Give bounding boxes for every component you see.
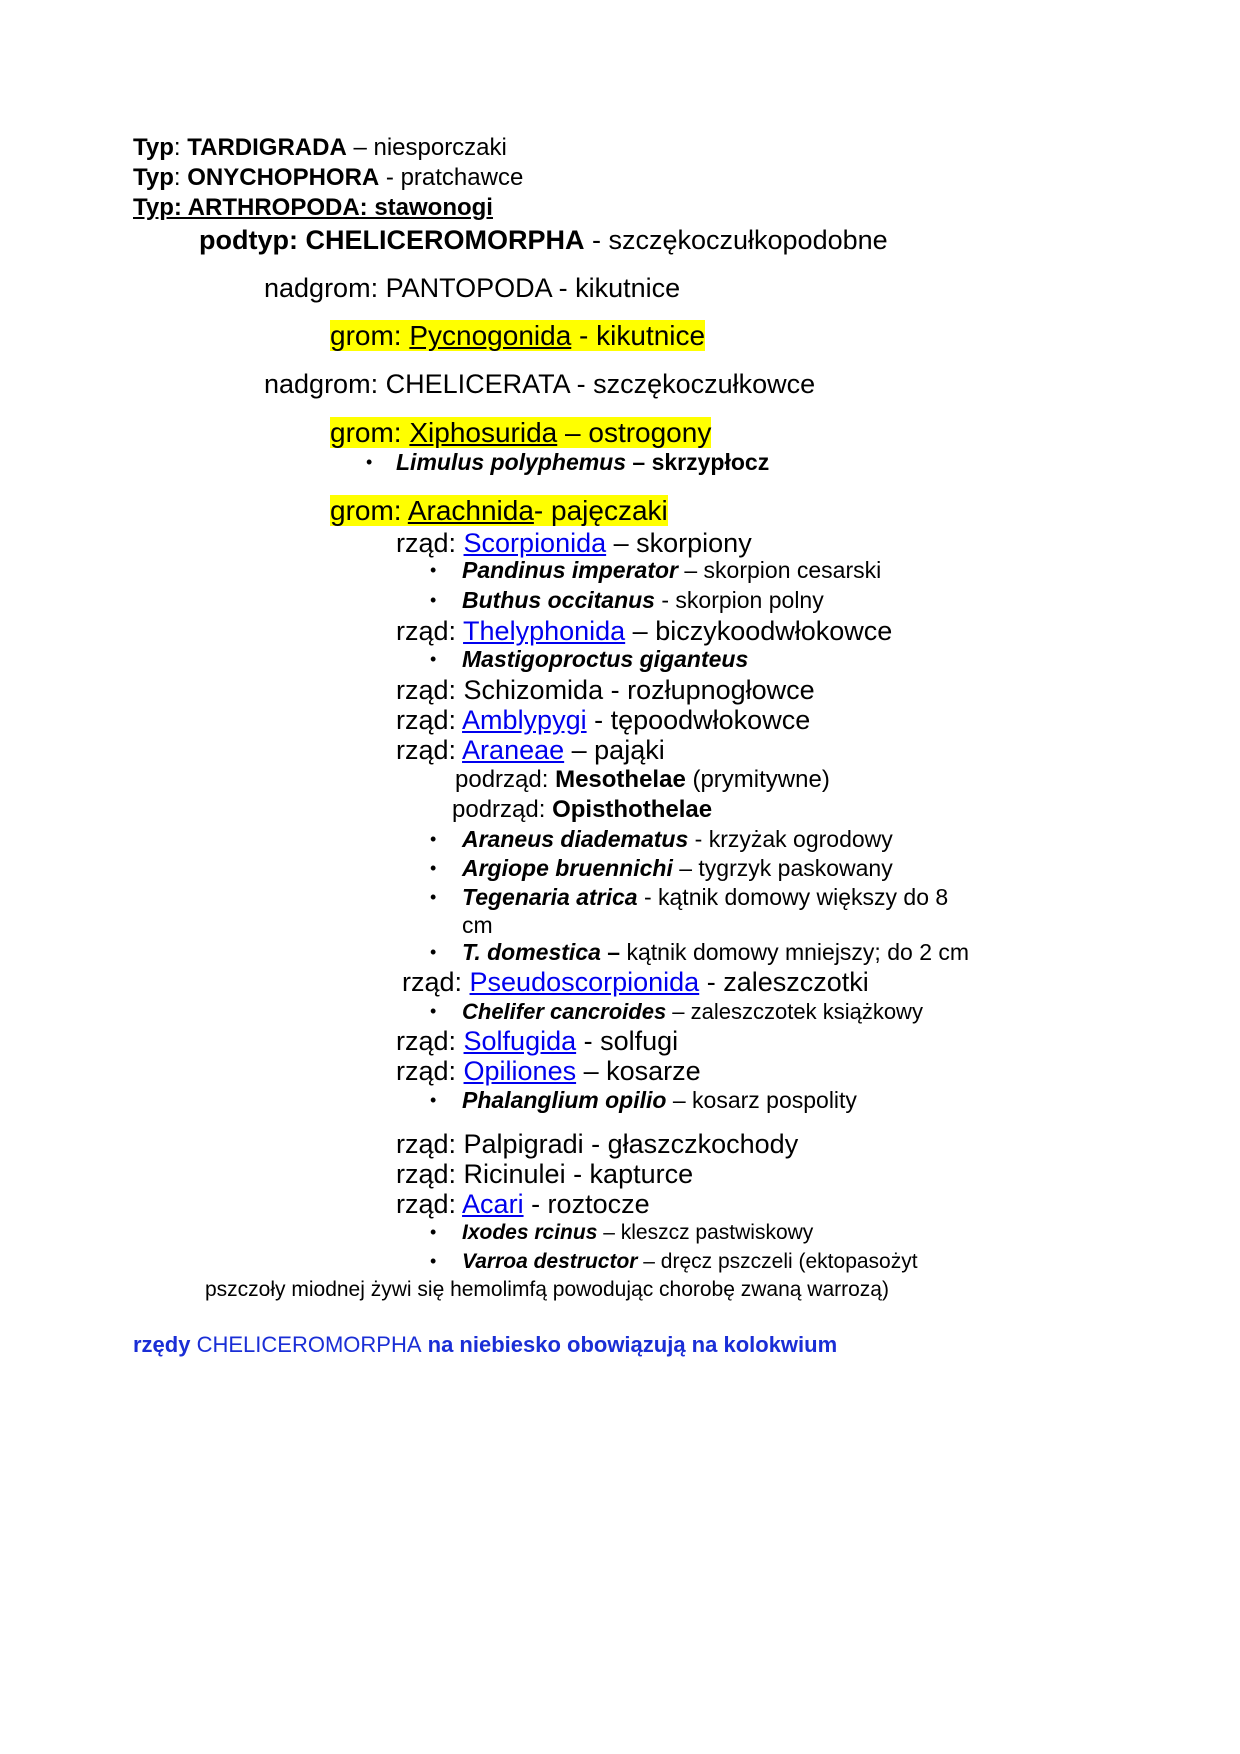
common-name: – tygrzyk paskowany (672, 855, 893, 881)
common-name: – ostrogony (557, 417, 712, 448)
bullet-icon: • (430, 942, 437, 962)
species-ixodes-line (462, 1221, 813, 1245)
typ-onychophora-line: Typ: ONYCHOPHORA - pratchawce (133, 164, 524, 191)
rzad-scorpionida-line (396, 528, 752, 559)
common-name: - kątnik domowy większy do 8 (637, 884, 949, 910)
species-limulus-line (396, 449, 769, 475)
species-name: Araneus diadematus (462, 826, 689, 852)
rzad-label: rząd: (396, 1189, 463, 1219)
species-name: Chelifer cancroides (462, 999, 667, 1024)
podrzad-mesothelae-line (455, 766, 830, 794)
note-taxon: CHELICEROMORPHA (196, 1332, 422, 1357)
grom-label: grom: (330, 417, 410, 448)
podtyp-label: podtyp: CHELICEROMORPHA (199, 225, 585, 255)
rzad-label: rząd: (396, 1026, 464, 1056)
podrzad-label: podrząd: (452, 796, 553, 823)
common-name: – zaleszczotek książkowy (666, 999, 923, 1024)
species-mastigoproctus-line (462, 646, 748, 672)
typ-label: Typ (133, 164, 174, 191)
common-name: – niesporczaki (346, 134, 507, 161)
typ-tardigrada-line: Typ: TARDIGRADA – niesporczaki (133, 134, 507, 161)
bullet-icon: • (430, 590, 437, 610)
typ-arthropoda-line: Typ: ARTHROPODA: stawonogi (133, 194, 493, 221)
rzad-label: rząd: (396, 616, 464, 646)
note-start: rzędy (133, 1332, 197, 1357)
rzad-schizomida-line: rząd: Schizomida - rozłupnogłowce (396, 675, 815, 705)
common-name: - szczękoczułkopodobne (584, 225, 888, 255)
taxon-name: Mesothelae (555, 766, 686, 793)
species-phalangium-line (462, 1087, 857, 1113)
solfugida-link[interactable]: Solfugida (463, 1026, 577, 1056)
footer-note (133, 1332, 837, 1357)
species-varroa-cont: pszczoły miodnej żywi się hemolimfą powodując chorobę zwaną warrozą) (205, 1278, 889, 1301)
rzad-ricinulei-line: rząd: Ricinulei - kapturce (396, 1159, 694, 1189)
rzad-amblypygi-line (396, 705, 810, 736)
typ-label: Typ (133, 134, 174, 161)
species-name: Phalanglium opilio (462, 1087, 667, 1113)
common-name: – pająki (564, 735, 665, 765)
taxon-name: Opisthothelae (552, 796, 713, 823)
taxon-name: ONYCHOPHORA (187, 164, 380, 191)
bullet-icon: • (430, 1251, 437, 1271)
species-name: T. domestica (462, 939, 601, 965)
podrzad-opisthothelae-line (452, 796, 712, 824)
common-name: - skorpion polny (654, 587, 824, 613)
grom-arachnida-line (330, 495, 668, 527)
podtyp-line (199, 225, 888, 256)
rzad-label: rząd: (402, 967, 470, 997)
species-chelifer-line (462, 999, 923, 1024)
species-name: Buthus occitanus (462, 587, 655, 613)
common-name: – skorpiony (606, 528, 752, 558)
common-name: - kikutnice (571, 320, 706, 351)
species-pandinus-line (462, 557, 881, 583)
common-name: – skrzypłocz (626, 449, 770, 475)
bullet-icon: • (430, 560, 437, 580)
grom-xiphosurida-line (330, 417, 711, 449)
opiliones-link[interactable]: Opiliones (463, 1056, 577, 1086)
common-name: kątnik domowy mniejszy; do 2 cm (620, 939, 970, 965)
common-name: – kosarz pospolity (666, 1087, 857, 1113)
rzad-pseudoscorpionida-line (402, 967, 869, 998)
species-name: Tegenaria atrica (462, 884, 638, 910)
rzad-label: rząd: (396, 1056, 464, 1086)
grom-label: grom: (330, 320, 410, 351)
bullet-icon: • (430, 887, 437, 907)
araneae-link[interactable]: Araneae (462, 735, 565, 765)
grom-pycnogonida-line (330, 320, 705, 352)
species-buthus-line (462, 587, 824, 613)
bullet-icon: • (430, 1001, 437, 1021)
rzad-acari-line (396, 1189, 650, 1220)
bullet-icon: • (430, 829, 437, 849)
species-name: Argiope bruennichi (462, 855, 673, 881)
bullet-icon: • (430, 1222, 437, 1242)
scorpionida-link[interactable]: Scorpionida (463, 528, 607, 558)
rzad-label: rząd: (396, 528, 464, 558)
common-name: – skorpion cesarski (677, 557, 882, 583)
species-domestica-line (462, 939, 969, 965)
species-name: Varroa destructor (462, 1250, 638, 1273)
nadgrom-chelicerata-line: nadgrom: CHELICERATA - szczękoczułkowce (264, 369, 816, 399)
common-name: – biczykoodwłokowce (625, 616, 893, 646)
arachnida-link[interactable]: Arachnida (407, 495, 534, 526)
common-name: - tępoodwłokowce (586, 705, 811, 735)
taxon-name: TARDIGRADA (187, 134, 347, 161)
rzad-palpigradi-line: rząd: Palpigradi - głaszczkochody (396, 1129, 799, 1159)
species-name: Limulus polyphemus (396, 449, 627, 475)
common-name: - pajęczaki (533, 495, 668, 526)
species-name: Ixodes rcinus (462, 1221, 598, 1244)
bullet-icon: • (430, 858, 437, 878)
common-name: - zaleszczotki (699, 967, 869, 997)
acari-link[interactable]: Acari (462, 1189, 524, 1219)
common-name: - pratchawce (379, 164, 524, 191)
pycnogonida-link[interactable]: Pycnogonida (409, 320, 572, 351)
common-name: – kosarze (576, 1056, 701, 1086)
species-tegenaria-line (462, 884, 948, 910)
bullet-icon: • (430, 649, 437, 669)
species-araneus-line (462, 826, 893, 852)
rzad-araneae-line (396, 735, 665, 766)
podrzad-label: podrząd: (455, 766, 556, 793)
note-end: na niebiesko obowiązują na kolokwium (421, 1332, 838, 1357)
xiphosurida-link[interactable]: Xiphosurida (409, 417, 558, 448)
common-name: – dręcz pszczeli (ektopasożyt (637, 1250, 918, 1273)
species-varroa-line (462, 1250, 918, 1274)
rzad-opiliones-line (396, 1056, 701, 1087)
species-name: Pandinus imperator (462, 557, 678, 583)
common-name: - roztocze (523, 1189, 650, 1219)
common-name: – kleszcz pastwiskowy (597, 1221, 814, 1244)
bullet-icon: • (430, 1090, 437, 1110)
dash: – (600, 939, 621, 965)
rzad-solfugida-line (396, 1026, 678, 1057)
pseudoscorpionida-link[interactable]: Pseudoscorpionida (469, 967, 700, 997)
grom-label: grom: (330, 495, 408, 526)
rzad-thelyphonida-line (396, 616, 892, 647)
species-tegenaria-cont: cm (462, 912, 493, 938)
thelyphonida-link[interactable]: Thelyphonida (463, 616, 626, 646)
rzad-label: rząd: (396, 735, 463, 765)
common-name: (prymitywne) (685, 766, 830, 793)
common-name: - solfugi (576, 1026, 679, 1056)
common-name: - krzyżak ogrodowy (688, 826, 893, 852)
species-name: Mastigoproctus giganteus (462, 646, 749, 672)
species-argiope-line (462, 855, 893, 881)
bullet-icon: • (366, 452, 373, 472)
rzad-label: rząd: (396, 705, 463, 735)
nadgrom-pantopoda-line: nadgrom: PANTOPODA - kikutnice (264, 273, 681, 303)
amblypygi-link[interactable]: Amblypygi (462, 705, 587, 735)
